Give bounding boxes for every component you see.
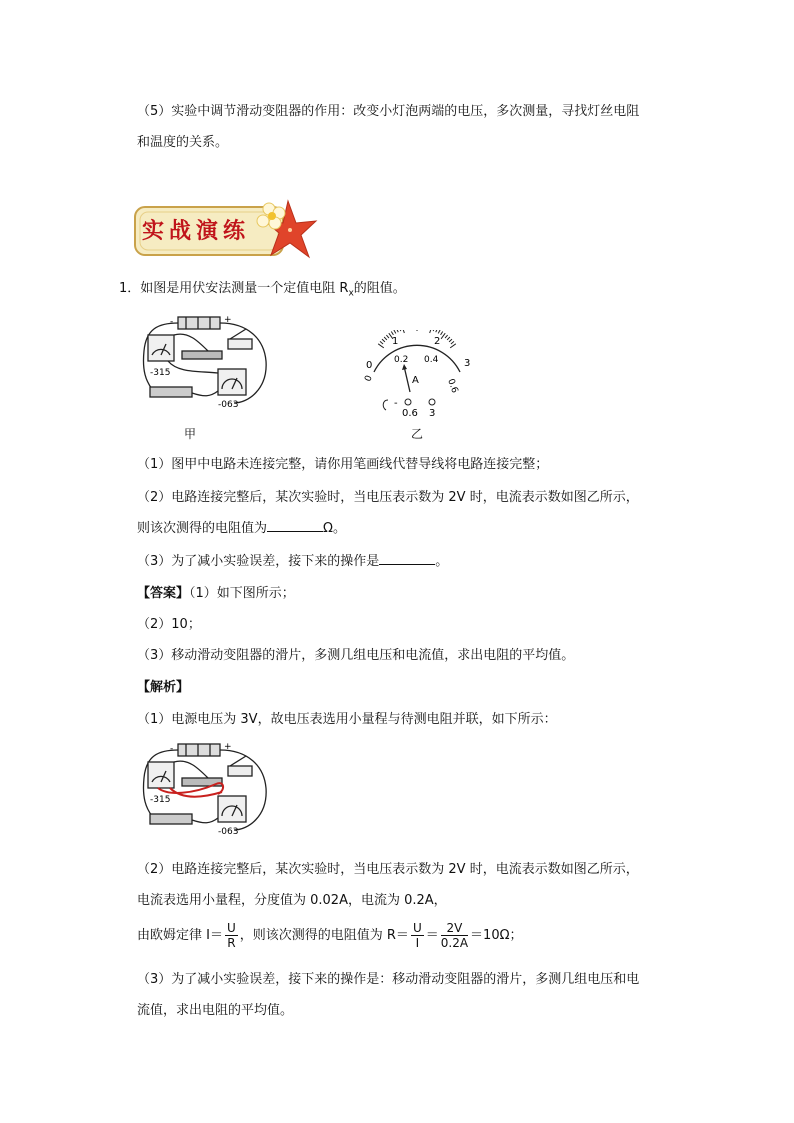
- dial-tick: [447, 337, 450, 340]
- dial-lower-0.4: 0.4: [424, 355, 439, 365]
- dial-tick: [433, 330, 434, 331]
- answer-1: （1）如下图所示；: [189, 586, 295, 601]
- fraction-2v-numerator: 2V: [441, 921, 468, 936]
- svg-text:-: -: [170, 744, 174, 754]
- question-stem-text: 1．如图是用伏安法测量一个定值电阻 R: [119, 281, 349, 296]
- sub-question-2-line1: （2）电路连接完整后，某次实验时，当电压表示数为 2V 时，电流表示数如图乙所示，: [137, 490, 639, 505]
- sub-question-3-prefix: （3）为了减小实验误差，接下来的操作是: [137, 554, 380, 569]
- dial-tick: [380, 341, 383, 344]
- dial-needle: [404, 366, 410, 392]
- voltmeter-range-label: -315: [150, 368, 171, 378]
- question-stem: [119, 278, 406, 305]
- ammeter-range-label: -063: [218, 400, 239, 410]
- analysis-2-line2: 电流表选用小量程，分度值为 0.02A，电流为 0.2A，: [137, 893, 447, 908]
- question-stem-tail: 的阻值。: [353, 281, 406, 296]
- terminal-3: 3: [429, 408, 436, 419]
- dial-tick: [451, 341, 454, 344]
- fraction-u-over-i: [411, 921, 424, 950]
- fraction-u-over-r-denominator: R: [227, 936, 236, 950]
- answer-tag: 【答案】: [137, 586, 190, 601]
- terminal-0.6: 0.6: [402, 408, 418, 419]
- dial-tick: [394, 330, 396, 333]
- answer-3: （3）移动滑动变阻器的滑片，多测几组电压和电流值，求出电阻的平均值。: [137, 648, 575, 663]
- dial-upper-0: 0: [366, 360, 373, 371]
- fraction-u-over-i-numerator: U: [412, 921, 422, 935]
- figure-jia-caption: 甲: [184, 427, 197, 441]
- dial-upper-1: 1: [392, 336, 399, 347]
- dial-tick: [402, 330, 404, 333]
- dial-upper-3: 3: [464, 358, 471, 369]
- completed-voltmeter-range-label: -315: [150, 795, 171, 805]
- fraction-u-over-i-denominator: I: [415, 936, 420, 950]
- dial-tick: [378, 344, 384, 348]
- dial-upper-2: 2: [434, 336, 441, 347]
- dial-tick: [430, 330, 432, 333]
- dial-tick: [382, 339, 385, 342]
- answer-blank-operation[interactable]: [379, 550, 435, 565]
- sub-question-2-suffix: Ω。: [323, 521, 346, 536]
- svg-text:+: +: [224, 742, 232, 752]
- dial-tick: [384, 337, 387, 340]
- ohm-equals: ＝: [425, 928, 439, 943]
- dial-arc: [374, 345, 460, 372]
- dial-tick: [445, 335, 448, 338]
- answer-line-1: [137, 583, 295, 605]
- sub-question-3: [137, 550, 448, 573]
- circuit-figure-jia: [138, 311, 273, 416]
- dial-tick: [441, 333, 445, 339]
- svg-text:-: -: [170, 317, 174, 327]
- dial-tick: [391, 331, 393, 334]
- analysis-3-line1: （3）为了减小实验误差，接下来的操作是：移动滑动变阻器的滑片，多测几组电压和电: [137, 972, 640, 987]
- dial-tick: [436, 330, 438, 332]
- answer-2: （2）10；: [137, 617, 201, 632]
- fraction-2v-over-0.2a: [441, 921, 468, 950]
- sub-question-3-suffix: 。: [435, 554, 449, 569]
- completed-circuit-figure: [138, 738, 273, 843]
- dial-lower-0.2: 0.2: [394, 355, 409, 365]
- analysis-tag: 【解析】: [137, 680, 190, 695]
- terminal-minus: -: [394, 398, 398, 409]
- sub-question-2-line2: [137, 517, 346, 540]
- dial-tick: [449, 339, 452, 342]
- section-banner-title: 实战演练: [142, 218, 251, 244]
- sub-question-1: （1）图甲中电路未连接完整，请你用笔画线代替导线将电路连接完整；: [137, 457, 549, 472]
- completed-ammeter-range-label: -063: [218, 827, 239, 837]
- dial-tick: [441, 331, 443, 334]
- ohm-result: ＝10Ω；: [470, 928, 523, 943]
- dial-lower-0: 0: [363, 374, 375, 384]
- sub-question-2-prefix: 则该次测得的电阻值为: [137, 521, 268, 536]
- ammeter-dial-figure-yi: [352, 330, 482, 420]
- paragraph-5-line2: 和温度的关系。: [137, 135, 229, 150]
- fraction-u-over-r: [225, 921, 238, 950]
- question-stem-subscript: x: [348, 288, 354, 299]
- terminal-lead-icon: [383, 400, 388, 410]
- dial-tick: [399, 330, 400, 331]
- figure-yi-caption: 乙: [411, 427, 424, 441]
- analysis-2-line1: （2）电路连接完整后，某次实验时，当电压表示数为 2V 时，电流表示数如图乙所示，: [137, 862, 639, 877]
- ohm-prefix: 由欧姆定律 I＝: [137, 928, 223, 943]
- fraction-0.2a-denominator: 0.2A: [440, 936, 469, 950]
- dial-tick: [397, 330, 399, 332]
- dial-tick: [438, 330, 440, 333]
- dial-unit: A: [412, 375, 419, 386]
- svg-text:+: +: [224, 315, 232, 325]
- fraction-u-over-r-numerator: U: [226, 921, 236, 935]
- dial-tick: [450, 344, 456, 348]
- dial-tick: [386, 335, 389, 338]
- ohm-law-line: [137, 921, 523, 951]
- paragraph-5-line1: （5）实验中调节滑动变阻器的作用：改变小灯泡两端的电压，多次测量，寻找灯丝电阻: [137, 104, 640, 119]
- ohm-middle: ，则该次测得的电阻值为 R＝: [239, 928, 409, 943]
- analysis-1: （1）电源电压为 3V，故电压表选用小量程与待测电阻并联，如下所示：: [137, 712, 557, 727]
- dial-lower-0.6: 0.6: [445, 377, 460, 395]
- analysis-3-line2: 流值，求出电阻的平均值。: [137, 1003, 294, 1018]
- added-wire-2: [170, 788, 222, 797]
- answer-blank-resistance[interactable]: [267, 517, 323, 532]
